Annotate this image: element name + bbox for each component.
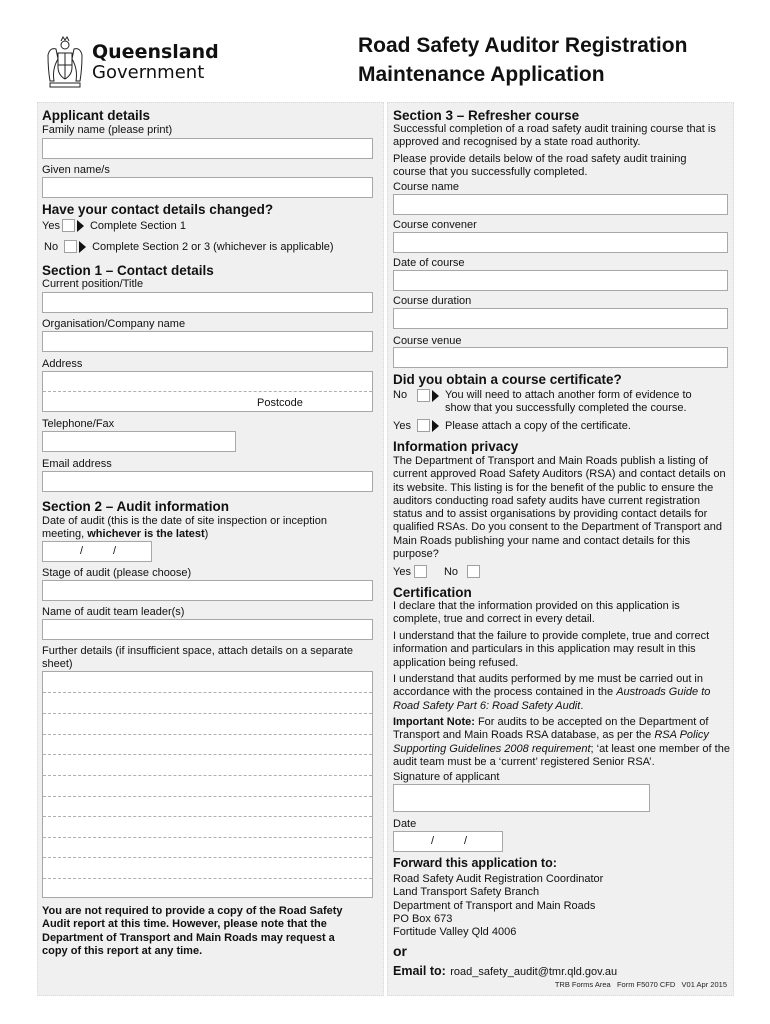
certificate-yes-label: Yes <box>393 419 411 432</box>
certificate-yes-instruction: Please attach a copy of the certificate. <box>445 419 631 432</box>
forward-address <box>393 873 713 939</box>
further-details-label-text: Further details (if insufficient space, attach details on a separate <box>42 645 354 657</box>
certification-understanding-2 <box>393 673 731 713</box>
postcode-label: Postcode <box>257 397 303 409</box>
given-names-input[interactable] <box>42 177 373 198</box>
address-divider <box>43 391 372 392</box>
email-to-label: Email to: <box>393 964 446 978</box>
address-line: Fortitude Valley Qld 4006 <box>393 926 517 939</box>
yes-instruction: Complete Section 1 <box>89 219 186 232</box>
organisation-label: Organisation/Company name <box>42 318 186 330</box>
form-header <box>0 0 770 100</box>
privacy-no-label: No <box>443 565 459 578</box>
important-note <box>393 716 731 769</box>
line-divider <box>43 878 372 879</box>
certification-understanding-1: I understand that the failure to provide complete, true and correct information and particulars in this application may result in this application being refused. <box>393 630 710 669</box>
contact-changed-yes-checkbox[interactable] <box>62 219 75 232</box>
course-convener-label: Course convener <box>393 219 477 231</box>
email-label: Email address <box>42 458 112 470</box>
form-reference-footer: TRB Forms Area Form F5070 CFD V01 Apr 2015 <box>554 980 727 989</box>
stage-label: Stage of audit (please choose) <box>42 567 192 579</box>
section3-intro-1: Successful completion of a road safety audit training course that is approved and recognised by a state road authority. <box>393 123 716 149</box>
leader-input[interactable] <box>42 619 373 640</box>
qld-government-logo <box>44 34 234 90</box>
given-names-label: Given name/s <box>42 164 110 176</box>
section3-heading: Section 3 – Refresher course <box>393 108 580 123</box>
privacy-consent-row <box>393 565 480 578</box>
course-venue-input[interactable] <box>393 347 728 368</box>
line-divider <box>43 713 372 714</box>
certificate-no-instruction: You will need to attach another form of evidence to show that you successfully completed the course. <box>445 389 692 415</box>
line-divider <box>43 734 372 735</box>
yes-label: Yes <box>42 219 60 232</box>
important-note-text: For audits to be accepted on the Department of Transport and Main Roads RSA database, as per the <box>393 716 709 742</box>
page-title <box>358 31 687 89</box>
important-note-text: ; ‘at least one member of the audit team must be a ‘current’ registered Senior RSA’. <box>393 742 730 768</box>
family-name-label: Family name (please print) <box>42 124 173 136</box>
section1-heading: Section 1 – Contact details <box>42 263 214 278</box>
right-column <box>387 102 734 996</box>
leader-label: Name of audit team leader(s) <box>42 606 185 618</box>
certificate-no-label: No <box>393 389 408 401</box>
arrow-right-icon <box>432 420 439 432</box>
family-name-input[interactable] <box>42 138 373 159</box>
course-name-label: Course name <box>393 181 460 193</box>
certification-declaration: I declare that the information provided on this application is complete, true and correct in every detail. <box>393 600 680 626</box>
date-separator: / <box>113 545 117 557</box>
line-divider <box>43 775 372 776</box>
address-line: Land Transport Safety Branch <box>393 886 540 899</box>
telephone-label: Telephone/Fax <box>42 418 115 430</box>
audit-date-label-text: meeting, <box>42 528 88 541</box>
date-separator: / <box>80 545 84 557</box>
address-label: Address <box>42 358 83 370</box>
email-to-row <box>393 962 617 980</box>
position-label: Current position/Title <box>42 278 144 290</box>
course-date-label: Date of course <box>393 257 465 269</box>
course-convener-input[interactable] <box>393 232 728 253</box>
audit-date-label <box>42 515 377 542</box>
no-label: No <box>44 240 59 253</box>
privacy-yes-checkbox[interactable] <box>414 565 427 578</box>
audit-date-input[interactable] <box>42 541 152 562</box>
privacy-yes-label: Yes <box>393 565 411 578</box>
rsa-policy-reference: RSA Policy Supporting Guidelines 2008 requirement <box>393 729 709 755</box>
certificate-yes-checkbox[interactable] <box>417 419 430 432</box>
stage-select[interactable] <box>42 580 373 601</box>
course-duration-input[interactable] <box>393 308 728 329</box>
address-line: Department of Transport and Main Roads <box>393 899 596 912</box>
contact-changed-yes-row <box>42 219 186 232</box>
further-details-label-text: sheet) <box>42 658 73 671</box>
course-duration-label: Course duration <box>393 295 472 307</box>
privacy-heading: Information privacy <box>393 439 519 454</box>
address-line: PO Box 673 <box>393 912 453 925</box>
course-date-input[interactable] <box>393 270 728 291</box>
important-note-label: Important Note: <box>393 716 475 728</box>
course-venue-label: Course venue <box>393 335 462 347</box>
further-details-textarea[interactable] <box>42 671 373 898</box>
contact-changed-no-row <box>44 240 334 253</box>
forward-heading: Forward this application to: <box>393 856 557 870</box>
further-details-label <box>42 645 382 672</box>
title-line-2: Maintenance Application <box>358 63 605 86</box>
or-label: or <box>393 943 407 959</box>
report-copy-note: You are not required to provide a copy of the Road Safety Audit report at this time. However, please note that the Department of Transport and Main Roads may request a copy of this report at any time. <box>42 905 343 957</box>
address-input[interactable] <box>42 371 373 412</box>
certification-heading: Certification <box>393 585 472 600</box>
certification-text: . <box>580 699 584 712</box>
course-name-input[interactable] <box>393 194 728 215</box>
arrow-right-icon <box>77 220 84 232</box>
contact-changed-heading: Have your contact details changed? <box>42 202 274 217</box>
certificate-yes-row <box>393 419 631 432</box>
arrow-right-icon <box>432 390 439 402</box>
signature-date-label: Date <box>393 818 417 830</box>
submission-email-link[interactable]: road_safety_audit@tmr.qld.gov.au <box>450 966 618 978</box>
logo-government-text: Government <box>92 61 205 83</box>
certificate-heading: Did you obtain a course certificate? <box>393 372 622 387</box>
audit-date-label-text: ) <box>204 528 209 541</box>
logo-queensland-text: Queensland <box>92 40 219 63</box>
line-divider <box>43 816 372 817</box>
telephone-input[interactable] <box>42 431 236 452</box>
no-instruction: Complete Section 2 or 3 (whichever is applicable) <box>92 240 334 253</box>
coat-of-arms-icon <box>44 35 86 89</box>
austroads-guide-reference: Austroads Guide to Road Safety Part 6: Road Safety Audit <box>393 686 711 712</box>
applicant-details-heading: Applicant details <box>42 108 151 123</box>
audit-date-label-emphasis: whichever is the latest <box>87 528 205 541</box>
email-input[interactable] <box>42 471 373 492</box>
signature-input[interactable] <box>393 784 650 812</box>
date-separator: / <box>431 835 435 847</box>
contact-changed-no-checkbox[interactable] <box>64 240 77 253</box>
signature-date-input[interactable] <box>393 831 503 852</box>
title-line-1: Road Safety Auditor Registration <box>358 34 688 57</box>
section2-heading: Section 2 – Audit information <box>42 499 230 514</box>
section3-intro-2: Please provide details below of the road safety audit training course that you successfully completed. <box>393 153 687 179</box>
line-divider <box>43 796 372 797</box>
arrow-right-icon <box>79 241 86 253</box>
signature-label: Signature of applicant <box>393 771 500 783</box>
line-divider <box>43 692 372 693</box>
address-line: Road Safety Audit Registration Coordinator <box>393 873 604 885</box>
line-divider <box>43 837 372 838</box>
line-divider <box>43 754 372 755</box>
privacy-text: The Department of Transport and Main Roads publish a listing of current approved Road Safety Auditors (RSA) and contact details on its website. This listing is for the benefit of the public to ensure the auditors conducting road safety audits have current registration status and to assist organisations by providing contact details for qualified RSAs. Do you consent to the Department of Transport and Main Roads publishing your name and contact details for this purpose? <box>393 455 726 561</box>
organisation-input[interactable] <box>42 331 373 352</box>
certificate-no-checkbox[interactable] <box>417 389 430 402</box>
line-divider <box>43 857 372 858</box>
privacy-no-checkbox[interactable] <box>467 565 480 578</box>
date-separator: / <box>464 835 468 847</box>
left-column <box>37 102 384 996</box>
position-input[interactable] <box>42 292 373 313</box>
certification-text: I understand that audits performed by me must be carried out in accordance with the process contained in the <box>393 673 703 699</box>
audit-date-label-text: Date of audit (this is the date of site inspection or inception <box>42 515 327 527</box>
certificate-no-row <box>393 389 733 416</box>
